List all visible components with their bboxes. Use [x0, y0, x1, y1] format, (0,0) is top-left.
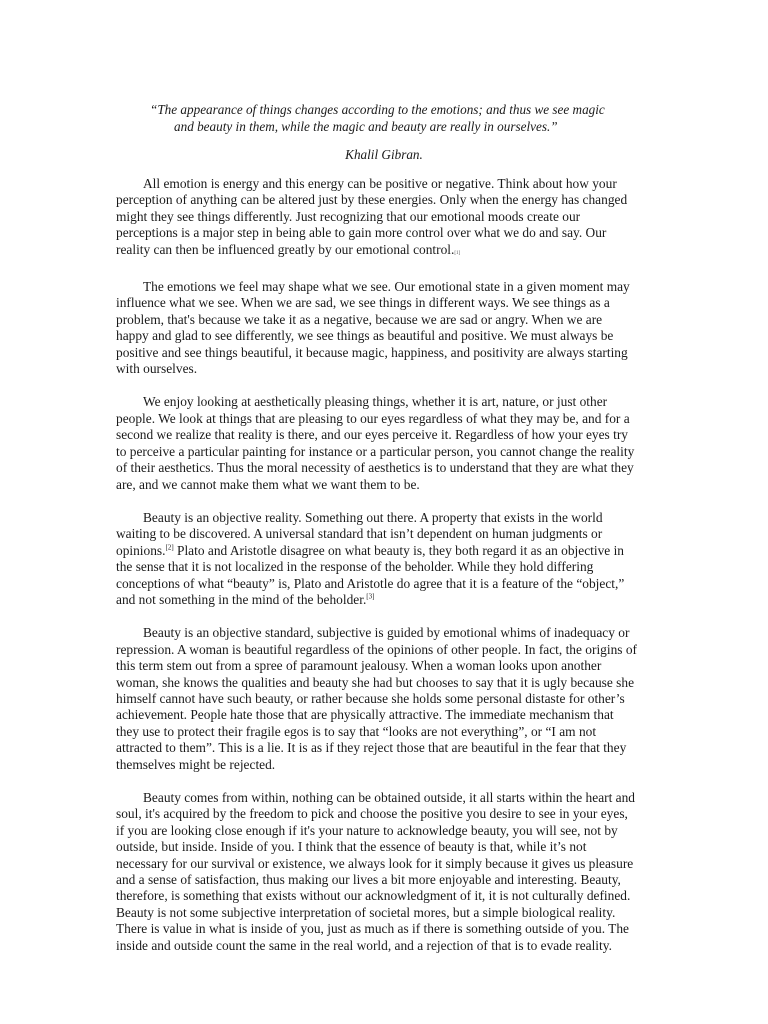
paragraph-4-text-b: Plato and Aristotle disagree on what beauty is, they both regard it as an objective in the sense that it is not localized in the response of the beholder. While they hold differing conceptions of what “beauty” is, Plato and Aristotle do agree that it is a feature of the “object,” and not something in the mind of the beholder. — [116, 542, 625, 607]
quote-line-2: and beauty in them, while the magic and beauty are really in ourselves.” — [174, 119, 558, 134]
footnote-ref-3: [3] — [366, 592, 375, 601]
essay-body — [116, 176, 638, 971]
paragraph-6 — [116, 790, 638, 954]
paragraph-2-text: The emotions we feel may shape what we see. Our emotional state in a given moment may influence what we see. When we are sad, we see things in different ways. We see things as a problem, that's because we take it as a negative, because we are sad or angry. When we are happy and glad to see differently, we see things as beautiful and positive. We must always be positive and see things beautiful, it because magic, happiness, and positivity are always starting with ourselves. — [116, 279, 630, 377]
paragraph-3 — [116, 394, 638, 492]
paragraph-2 — [116, 279, 638, 377]
quote-author: Khalil Gibran. — [345, 147, 423, 162]
paragraph-6-text: Beauty comes from within, nothing can be obtained outside, it all starts within the heart and soul, it's acquired by the freedom to pick and choose the positive you desire to see in your eyes, if you are looking close enough if it's your nature to acknowledge beauty, you will see, not by outside, but inside. Inside of you. I think that the essence of beauty is that, while it’s not necessary for our survival or existence, we always look for it simply because it gives us pleasure and a sense of satisfaction, thus making our lives a bit more enjoyable and interesting. Beauty, therefore, is something that exists without our acknowledgment of it, it is not culturally defined. Beauty is not some subjective interpretation of societal mores, but a simple biological reality. There is value in what is inside of you, just as much as if there is something outside of you. The inside and outside count the same in the real world, and a rejection of that is to evade reality. — [116, 790, 635, 953]
paragraph-5-text: Beauty is an objective standard, subjective is guided by emotional whims of inadequacy or repression. A woman is beautiful regardless of the opinions of other people. In fact, the origins of this term stem out from a spree of paramount jealousy. When a woman looks upon another woman, she knows the qualities and beauty she had but chooses to say that it is ugly because she himself cannot have such beauty, or rather because she holds some personal distaste for other’s achievement. People hate those that are physically attractive. The immediate mechanism that they use to protect their fragile egos is to say that “looks are not everything”, or “I am not attracted to them”. This is a lie. It is as if they reject those that are beautiful in the fear that they themselves might be rejected. — [116, 625, 637, 772]
paragraph-1-text: All emotion is energy and this energy can be positive or negative. Think about how your perception of anything can be altered just by these energies. Only when the energy has changed might they see things differently. Just recognizing that our emotional moods create our perceptions is a major step in being able to gain more control over what we do and say. Our reality can then be influenced greatly by our emotional control. — [116, 176, 628, 257]
epigraph-quote — [150, 101, 650, 135]
footnote-ref-1: [1] — [454, 250, 461, 256]
paragraph-1 — [116, 176, 638, 262]
paragraph-4-text-a: Beauty is an objective reality. Something out there. A property that exists in the world waiting to be discovered. A universal standard that isn’t dependent on human judgments or opinions. — [116, 509, 603, 558]
footnote-ref-2: [2] — [165, 543, 174, 552]
paragraph-4 — [116, 510, 638, 608]
paragraph-5 — [116, 625, 638, 773]
paragraph-3-text: We enjoy looking at aesthetically pleasing things, whether it is art, nature, or just other people. We look at things that are pleasing to our eyes regardless of what they may be, and for a second we realize that reality is there, and our eyes perceive it. Regardless of how your eyes try to perceive a particular painting for instance or a particular person, you cannot change the reality of their aesthetics. Thus the moral necessity of aesthetics is to understand that they are what they are, and we cannot make them what we want them to be. — [116, 394, 635, 492]
quote-line-1: “The appearance of things changes according to the emotions; and thus we see magic — [150, 102, 605, 117]
